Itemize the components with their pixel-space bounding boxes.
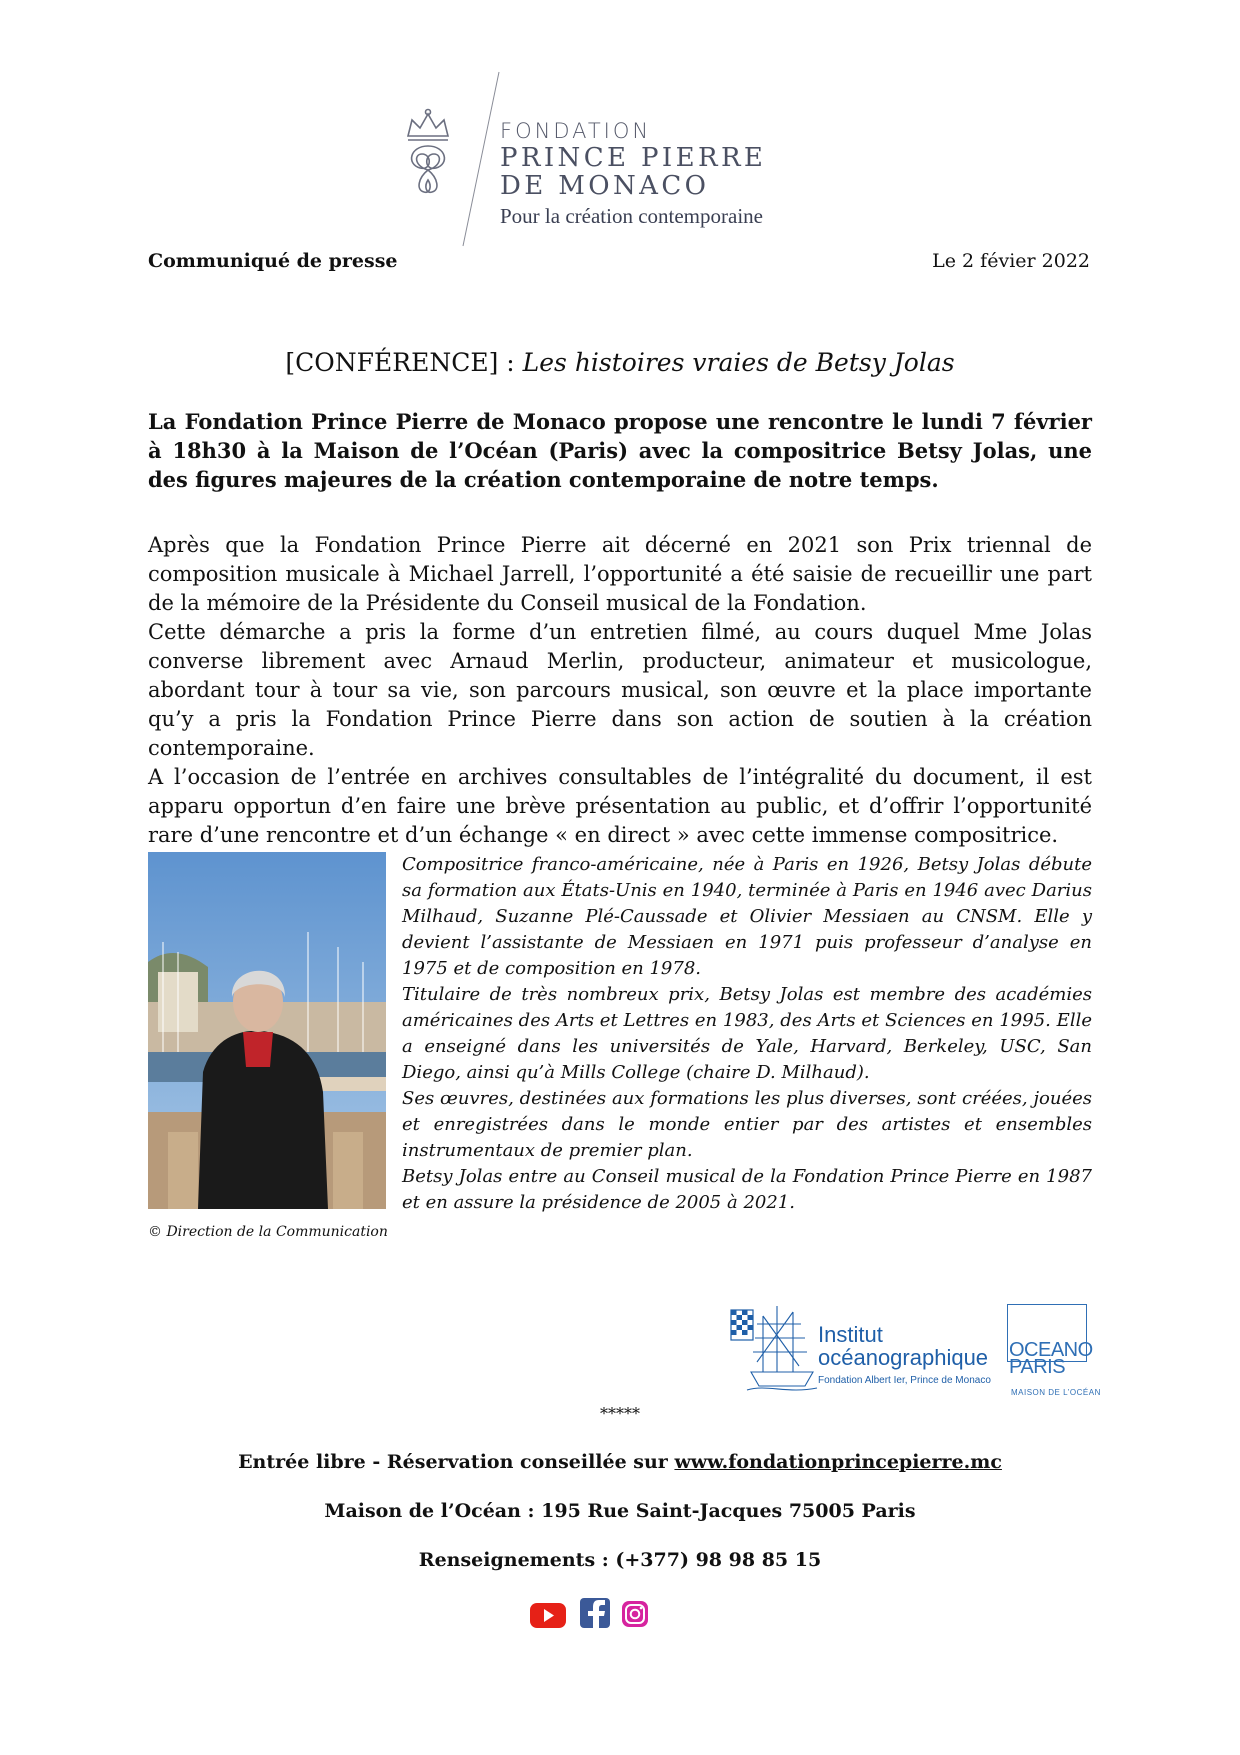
body-paragraph: Après que la Fondation Prince Pierre ait décerné en 2021 son Prix triennal de composition musicale à Michael Jarrell, l’opportunité a été saisie de recueillir une part de la mémoire de la Présidente du Conseil musical de la Fondation.	[148, 533, 1092, 615]
bio-paragraph: Compositrice franco-américaine, née à Paris en 1926, Betsy Jolas débute sa formation aux États-Unis en 1940, terminée à Paris en 1946 avec Darius Milhaud, Suzanne Plé-Caussade et Olivier Messiaen au CNSM. Elle y devient l’assistante de Messiaen en 1971 puis professeur d’analyse en 1975 et de composition en 1978.	[402, 854, 1092, 979]
oceano-paris-logo	[1007, 1304, 1101, 1397]
institut-oceanographique-text	[818, 1323, 991, 1386]
social-icons	[530, 1597, 710, 1631]
intro-paragraph: La Fondation Prince Pierre de Monaco propose une rencontre le lundi 7 février à 18h30 à la Maison de l’Océan (Paris) avec la compositrice Betsy Jolas, une des figures majeures de la création contemporaine de notre temps.	[148, 409, 1092, 492]
youtube-icon[interactable]	[530, 1603, 566, 1628]
website-link[interactable]: www.fondationprincepierre.mc	[674, 1451, 1002, 1473]
foundation-logo-text	[500, 118, 766, 229]
facebook-icon[interactable]	[580, 1598, 610, 1628]
body-paragraph: A l’occasion de l’entrée en archives consultables de l’intégralité du document, il est apparu opportun d’en faire une brève présentation au public, et d’offrir l’opportunité rare d’une rencontre et d’un échange « en direct » avec cette immense compositrice.	[148, 765, 1092, 847]
bio-paragraph: Ses œuvres, destinées aux formations les plus diverses, sont créées, jouées et enregistrées dans le monde entier par des artistes et ensembles instrumentaux de premier plan.	[402, 1088, 1092, 1161]
separator-stars: *****	[600, 1404, 640, 1423]
institut-line-2: océanographique	[818, 1345, 989, 1370]
entry-info	[0, 1451, 1240, 1473]
photo-credit: © Direction de la Communication	[148, 1224, 388, 1240]
instagram-icon[interactable]	[622, 1601, 648, 1627]
phone-info: Renseignements : (+377) 98 98 85 15	[418, 1549, 822, 1571]
headline	[148, 348, 1092, 377]
logo-tagline: Pour la création contemporaine	[500, 204, 763, 228]
institut-line-1: Institut	[818, 1322, 883, 1347]
press-release-label: Communiqué de presse	[148, 250, 398, 272]
bio-paragraph: Titulaire de très nombreux prix, Betsy Jolas est membre des académies américaines des Arts et Lettres en 1983, des Arts et Sciences en 1995. Elle a enseigné dans les universités de Yale, Harvard, Berkeley, USC, San Diego, ainsi qu’à Mills College (chaire D. Milhaud).	[402, 984, 1092, 1083]
logo-line-2: PRINCE PIERRE	[500, 143, 767, 173]
oceano-line-2: PARIS	[1009, 1356, 1066, 1378]
foundation-crest-icon	[398, 106, 458, 202]
body-text	[148, 531, 1092, 850]
headline-prefix: [CONFÉRENCE] :	[285, 348, 523, 377]
oceano-name	[1009, 1339, 1093, 1378]
logo-line-1: FONDATION	[500, 119, 652, 143]
entry-text: Entrée libre - Réservation conseillée sur	[238, 1451, 675, 1473]
bio-paragraph: Betsy Jolas entre au Conseil musical de la Fondation Prince Pierre en 1987 et en assure la présidence de 2005 à 2021.	[402, 1166, 1092, 1213]
body-paragraph: Cette démarche a pris la forme d’un entretien filmé, au cours duquel Mme Jolas converse librement avec Arnaud Merlin, producteur, animateur et musicologue, abordant tour à tour sa vie, son parcours musical, son œuvre et la place importante qu’y a pris la Fondation Prince Pierre dans son action de soutien à la création contemporaine.	[148, 620, 1092, 760]
logo-line-3: DE MONACO	[500, 171, 710, 201]
oceano-line-1: OCEANO	[1009, 1339, 1093, 1361]
address-info: Maison de l’Océan : 195 Rue Saint-Jacques 75005 Paris	[324, 1500, 916, 1522]
press-release-date: Le 2 févier 2022	[932, 250, 1090, 272]
oceano-subtitle: MAISON DE L’OCÉAN	[1011, 1388, 1101, 1397]
institut-line-3: Fondation Albert Ier, Prince de Monaco	[818, 1375, 991, 1386]
betsy-jolas-photo	[148, 852, 386, 1209]
biography	[402, 852, 1092, 1216]
headline-title: Les histoires vraies de Betsy Jolas	[522, 348, 955, 377]
